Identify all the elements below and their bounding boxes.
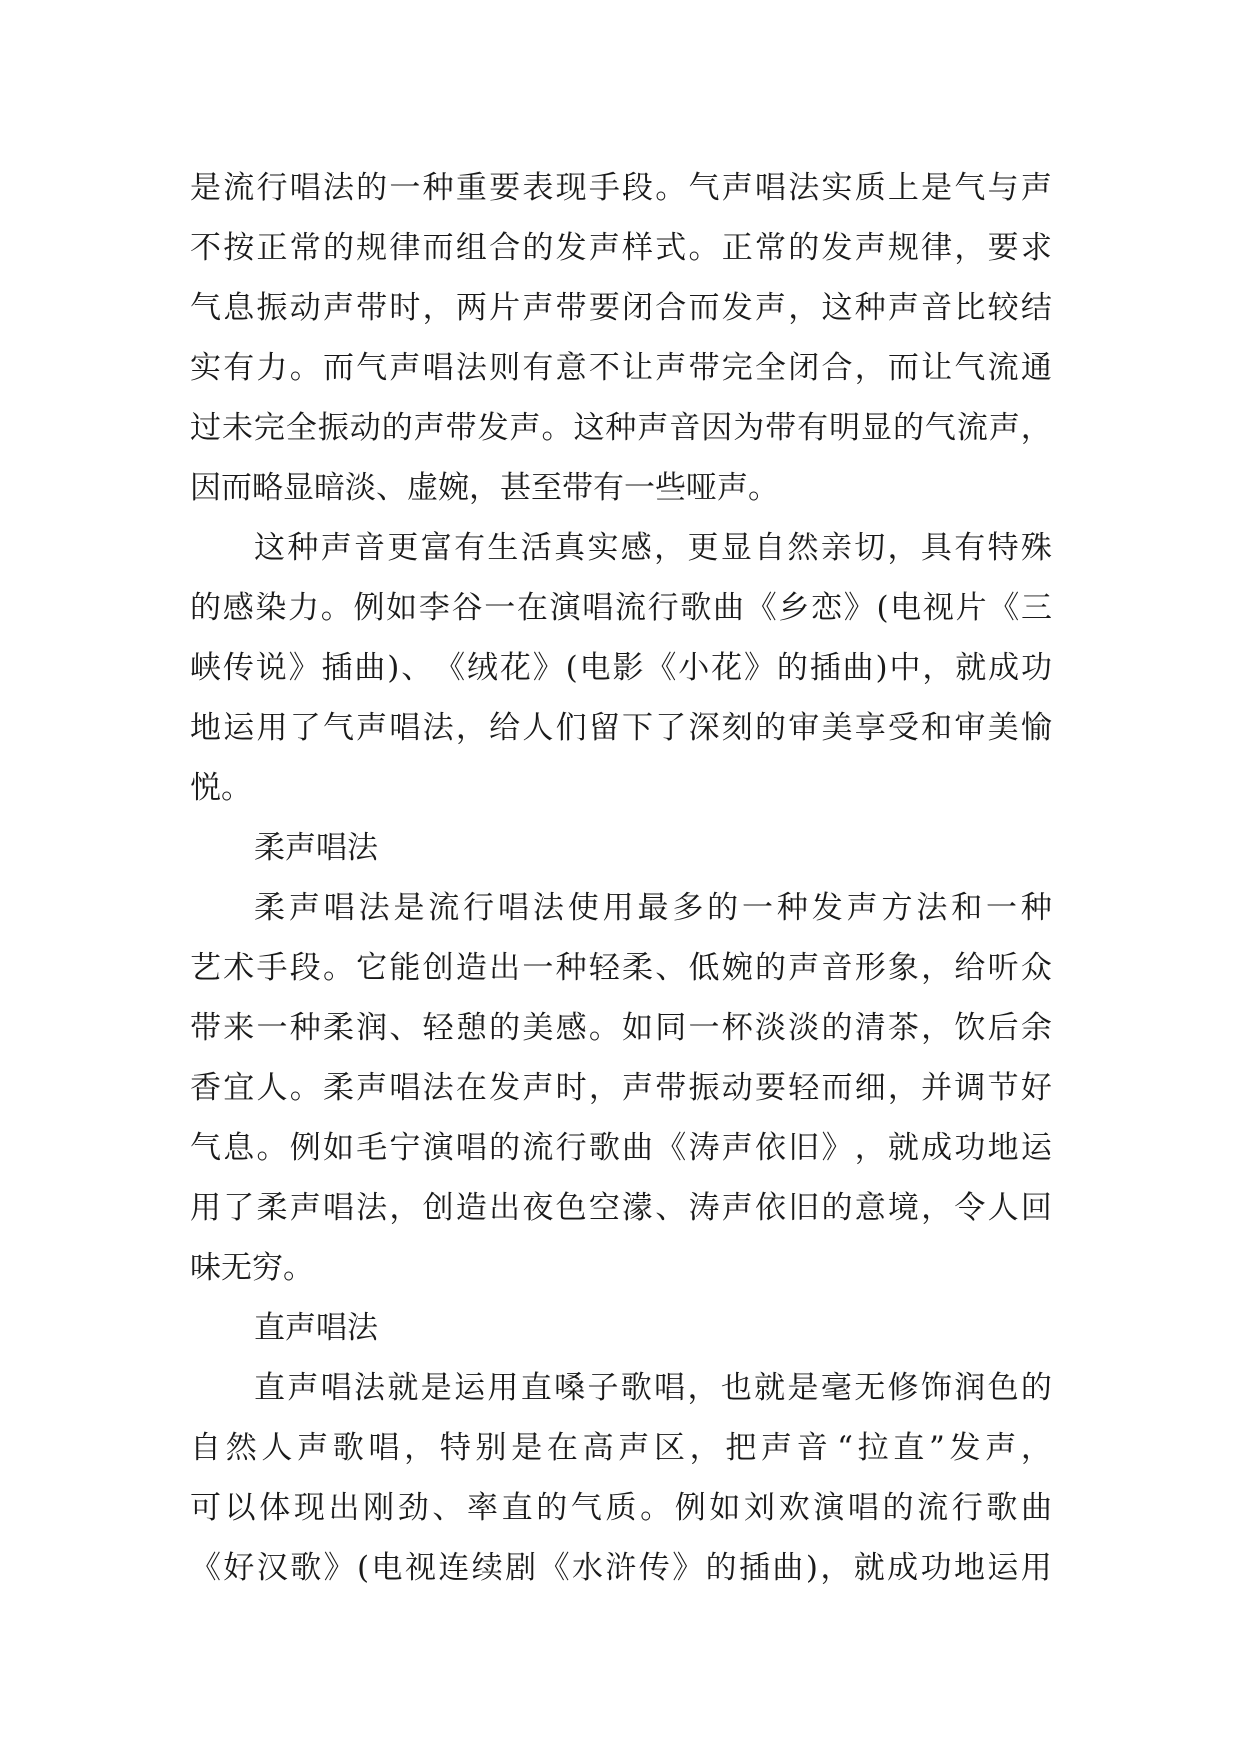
text-line: 用 了 柔 声 唱 法 ， 创 造 出 夜 色 空 濛 、 涛 声 依 旧 的 意 境 ， 令 人 回	[190, 1190, 1052, 1226]
text-line: 直 声 唱 法 就 是 运 用 直 嗓 子 歌 唱 ， 也 就 是 毫 无 修 饰 润 色 的	[254, 1370, 1052, 1406]
text-line: 不 按 正 常 的 规 律 而 组 合 的 发 声 样 式 。 正 常 的 发 声 规 律 ， 要 求	[190, 230, 1052, 266]
text-line: 《 好 汉 歌 》 ( 电 视 连 续 剧 《 水 浒 传 》 的 插 曲 ) ， 就 成 功 地 运 用	[190, 1550, 1052, 1586]
text-line: 直声唱法	[254, 1310, 378, 1346]
text-line: 气 息 振 动 声 带 时 ， 两 片 声 带 要 闭 合 而 发 声 ， 这 种 声 音 比 较 结	[190, 290, 1052, 326]
text-line: 柔声唱法	[254, 830, 378, 866]
text-line: 因而略显暗淡、虚婉，甚至带有一些哑声。	[190, 470, 779, 506]
text-line: 是 流 行 唱 法 的 一 种 重 要 表 现 手 段 。 气 声 唱 法 实 质 上 是 气 与 声	[190, 170, 1052, 206]
body-text	[190, 158, 1052, 1598]
text-line: 味无穷。	[190, 1250, 314, 1286]
text-line: 艺 术 手 段 。 它 能 创 造 出 一 种 轻 柔 、 低 婉 的 声 音 形 象 ， 给 听 众	[190, 950, 1052, 986]
text-line: 过 未 完 全 振 动 的 声 带 发 声 。 这 种 声 音 因 为 带 有 明 显 的 气 流 声 ，	[190, 410, 1052, 446]
text-line: 气 息 。 例 如 毛 宁 演 唱 的 流 行 歌 曲 《 涛 声 依 旧 》 ， 就 成 功 地 运	[190, 1130, 1052, 1166]
text-line: 带 来 一 种 柔 润 、 轻 憩 的 美 感 。 如 同 一 杯 淡 淡 的 清 茶 ， 饮 后 余	[190, 1010, 1052, 1046]
text-line: 自 然 人 声 歌 唱 ， 特 别 是 在 高 声 区 ， 把 声 音 “ 拉 直 ” 发 声 ，	[190, 1430, 1052, 1466]
text-line: 地 运 用 了 气 声 唱 法 ， 给 人 们 留 下 了 深 刻 的 审 美 享 受 和 审 美 愉	[190, 710, 1052, 746]
text-line: 香 宜 人 。 柔 声 唱 法 在 发 声 时 ， 声 带 振 动 要 轻 而 细 ， 并 调 节 好	[190, 1070, 1052, 1106]
text-line: 峡 传 说 》 插 曲 ) 、 《 绒 花 》 ( 电 影 《 小 花 》 的 插 曲 ) 中 ， 就 成 功	[190, 650, 1052, 686]
text-line: 可 以 体 现 出 刚 劲 、 率 直 的 气 质 。 例 如 刘 欢 演 唱 的 流 行 歌 曲	[190, 1490, 1052, 1526]
text-line: 实 有 力 。 而 气 声 唱 法 则 有 意 不 让 声 带 完 全 闭 合 ， 而 让 气 流 通	[190, 350, 1052, 386]
text-line: 这 种 声 音 更 富 有 生 活 真 实 感 ， 更 显 自 然 亲 切 ， 具 有 特 殊	[254, 530, 1052, 566]
text-line: 悦。	[190, 770, 252, 806]
text-line: 柔 声 唱 法 是 流 行 唱 法 使 用 最 多 的 一 种 发 声 方 法 和 一 种	[254, 890, 1052, 926]
text-line: 的 感 染 力 。 例 如 李 谷 一 在 演 唱 流 行 歌 曲 《 乡 恋 》 ( 电 视 片 《 三	[190, 590, 1052, 626]
